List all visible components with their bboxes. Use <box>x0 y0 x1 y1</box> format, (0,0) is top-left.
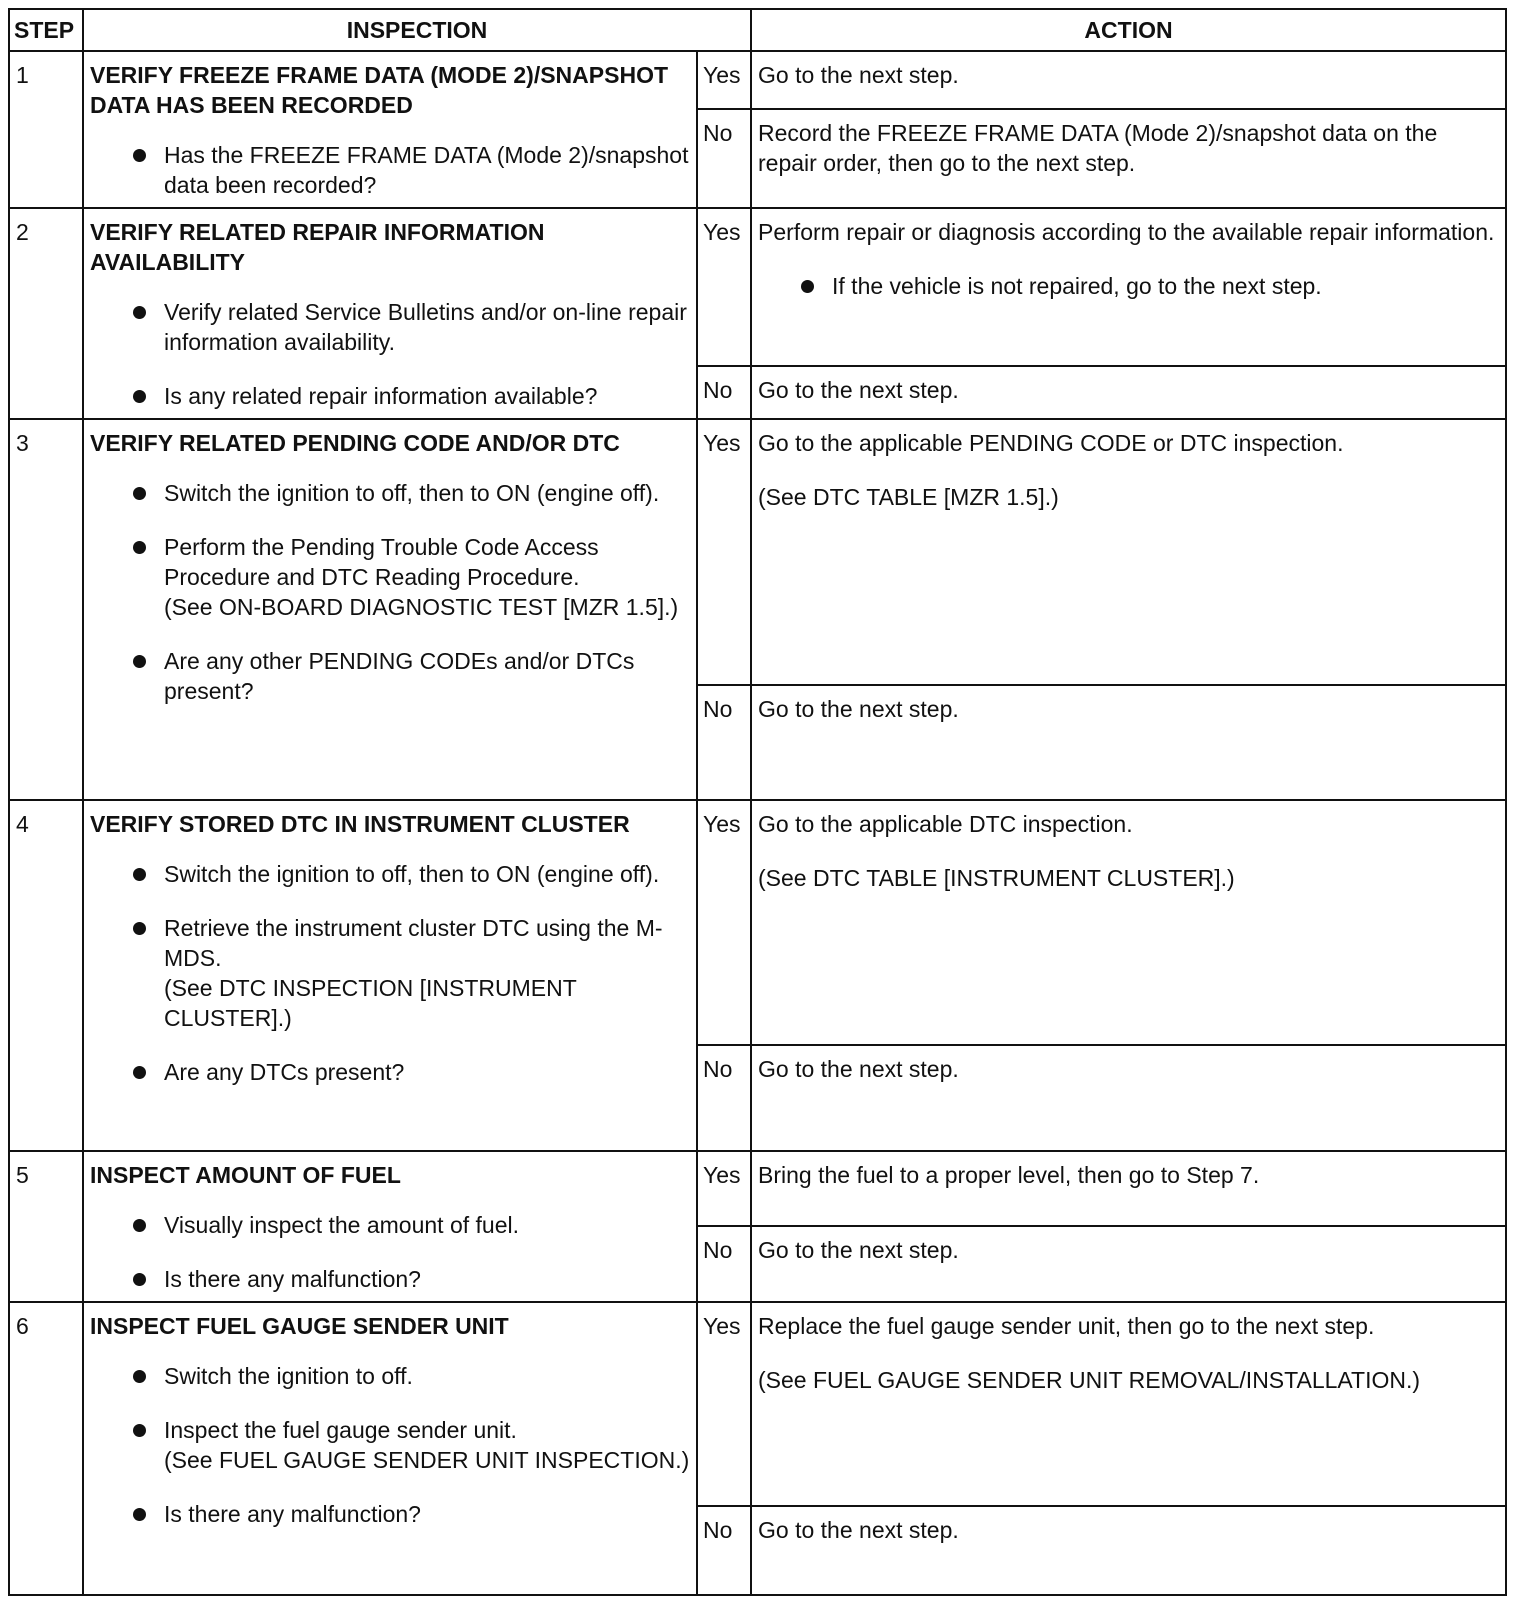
no-action <box>751 1506 1506 1595</box>
header-inspection: INSPECTION <box>83 9 751 51</box>
no-action <box>751 1226 1506 1302</box>
inspection-item: Inspect the fuel gauge sender unit. <box>90 1415 690 1445</box>
yes-label: Yes <box>697 800 751 1045</box>
no-label: No <box>697 366 751 419</box>
action-text: Go to the next step. <box>758 695 959 722</box>
yes-action <box>751 208 1506 366</box>
inspection-list <box>90 1361 690 1445</box>
inspection-item: Are any other PENDING CODEs and/or DTCs present? <box>90 646 690 706</box>
no-label: No <box>697 1045 751 1151</box>
inspection-list <box>90 478 690 592</box>
action-text: Perform repair or diagnosis according to the available repair information. <box>758 218 1495 245</box>
yes-action <box>751 1151 1506 1226</box>
action-text: Go to the next step. <box>758 62 959 88</box>
step-title: VERIFY RELATED REPAIR INFORMATION AVAILABILITY <box>90 218 545 275</box>
inspection-list <box>90 1057 690 1087</box>
reference-note: (See ON-BOARD DIAGNOSTIC TEST [MZR 1.5].) <box>164 593 679 620</box>
inspection-cell <box>83 419 697 800</box>
step-title: INSPECT AMOUNT OF FUEL <box>90 1161 401 1188</box>
action-text: Bring the fuel to a proper level, then go to Step 7. <box>758 1161 1260 1188</box>
step-number: 6 <box>9 1302 83 1595</box>
inspection-table <box>8 8 1507 1596</box>
no-label: No <box>697 1226 751 1302</box>
header-action: ACTION <box>751 9 1506 51</box>
step-number: 5 <box>9 1151 83 1303</box>
yes-label: Yes <box>697 1151 751 1226</box>
header-row <box>9 9 1506 51</box>
action-text: Go to the next step. <box>758 376 959 403</box>
table-row <box>9 51 1506 109</box>
table-row <box>9 208 1506 366</box>
inspection-cell <box>83 208 697 419</box>
yes-action <box>751 800 1506 1045</box>
inspection-list <box>90 1210 690 1294</box>
inspection-list <box>90 646 690 706</box>
inspection-item: Switch the ignition to off. <box>90 1361 690 1391</box>
inspection-item: Switch the ignition to off, then to ON (engine off). <box>90 859 690 889</box>
no-action <box>751 109 1506 208</box>
no-label: No <box>697 1506 751 1595</box>
yes-action <box>751 1302 1506 1506</box>
step-title: INSPECT FUEL GAUGE SENDER UNIT <box>90 1313 509 1340</box>
step-number: 2 <box>9 208 83 419</box>
inspection-item: Is there any malfunction? <box>90 1499 690 1529</box>
no-label: No <box>697 685 751 800</box>
action-text: Go to the next step. <box>758 1517 959 1544</box>
reference-note: (See DTC INSPECTION [INSTRUMENT CLUSTER].) <box>164 975 577 1031</box>
action-reference: (See FUEL GAUGE SENDER UNIT REMOVAL/INSTALLATION.) <box>758 1367 1421 1394</box>
yes-label: Yes <box>697 208 751 366</box>
step-number: 4 <box>9 800 83 1151</box>
inspection-item: Are any DTCs present? <box>90 1057 690 1087</box>
inspection-cell <box>83 1302 697 1595</box>
action-item: If the vehicle is not repaired, go to the next step. <box>758 271 1499 301</box>
header-step: STEP <box>9 9 83 51</box>
step-title: VERIFY RELATED PENDING CODE AND/OR DTC <box>90 429 620 456</box>
inspection-list <box>90 1499 690 1529</box>
step-number: 3 <box>9 419 83 800</box>
no-action <box>751 685 1506 800</box>
inspection-list <box>90 859 690 973</box>
yes-label: Yes <box>697 419 751 685</box>
inspection-item: Visually inspect the amount of fuel. <box>90 1210 690 1240</box>
inspection-list <box>90 297 690 411</box>
action-text: Replace the fuel gauge sender unit, then go to the next step. <box>758 1313 1375 1340</box>
reference-note: (See FUEL GAUGE SENDER UNIT INSPECTION.) <box>164 1447 690 1474</box>
table-row <box>9 1151 1506 1226</box>
table-row <box>9 1302 1506 1506</box>
step-title: VERIFY STORED DTC IN INSTRUMENT CLUSTER <box>90 811 630 837</box>
yes-action <box>751 419 1506 685</box>
table-row <box>9 419 1506 685</box>
yes-label: Yes <box>697 51 751 109</box>
inspection-item: Perform the Pending Trouble Code Access Procedure and DTC Reading Procedure. <box>90 532 690 592</box>
inspection-cell <box>83 51 697 208</box>
action-reference: (See DTC TABLE [MZR 1.5].) <box>758 483 1059 510</box>
yes-action <box>751 51 1506 109</box>
inspection-item: Is there any malfunction? <box>90 1264 690 1294</box>
action-text: Record the FREEZE FRAME DATA (Mode 2)/snapshot data on the repair order, then go to the next step. <box>758 120 1438 177</box>
inspection-list <box>90 140 690 200</box>
yes-label: Yes <box>697 1302 751 1506</box>
no-action <box>751 366 1506 419</box>
no-action <box>751 1045 1506 1151</box>
action-text: Go to the applicable PENDING CODE or DTC inspection. <box>758 429 1344 456</box>
inspection-cell <box>83 1151 697 1303</box>
inspection-cell <box>83 800 697 1151</box>
action-list <box>758 271 1499 301</box>
action-reference: (See DTC TABLE [INSTRUMENT CLUSTER].) <box>758 865 1235 891</box>
inspection-item: Is any related repair information available? <box>90 381 690 411</box>
step-title: VERIFY FREEZE FRAME DATA (MODE 2)/SNAPSHOT DATA HAS BEEN RECORDED <box>90 62 669 118</box>
no-label: No <box>697 109 751 208</box>
inspection-item: Switch the ignition to off, then to ON (engine off). <box>90 478 690 508</box>
step-number: 1 <box>9 51 83 208</box>
inspection-item: Retrieve the instrument cluster DTC using the M-MDS. <box>90 913 690 973</box>
action-text: Go to the next step. <box>758 1055 959 1082</box>
action-text: Go to the applicable DTC inspection. <box>758 811 1133 837</box>
inspection-item: Verify related Service Bulletins and/or on-line repair information availability. <box>90 297 690 357</box>
inspection-item: Has the FREEZE FRAME DATA (Mode 2)/snapshot data been recorded? <box>90 140 690 200</box>
action-text: Go to the next step. <box>758 1236 959 1263</box>
table-row <box>9 800 1506 1045</box>
